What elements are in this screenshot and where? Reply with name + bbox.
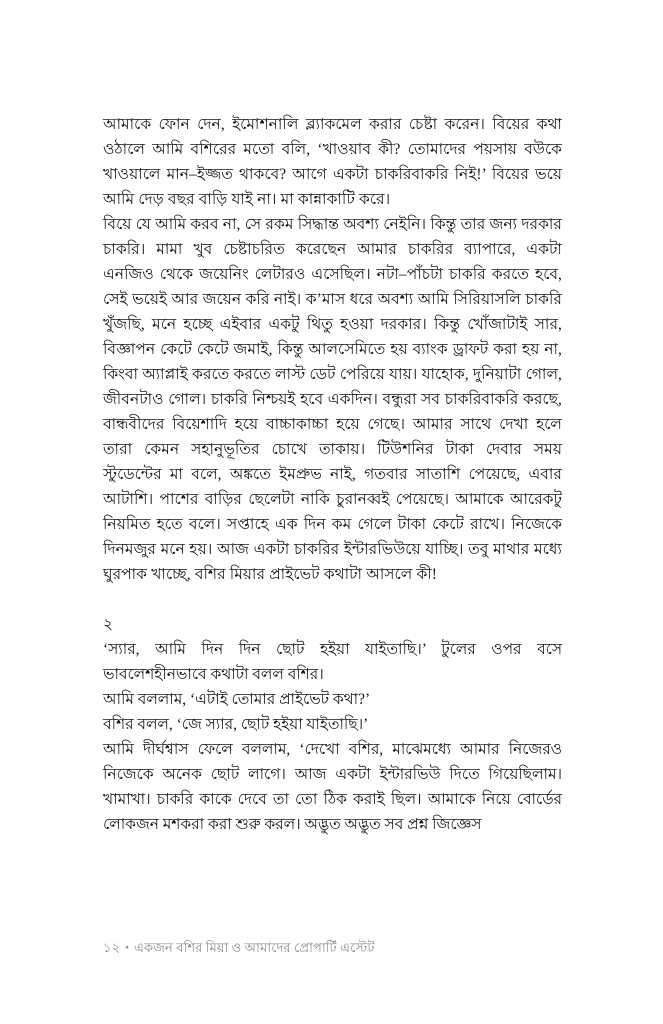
footer-page-number: ১২ [103, 940, 121, 955]
paragraph-2: বিয়ে যে আমি করব না, সে রকম সিদ্ধান্ত অবশ্য নেইনি। কিন্তু তার জন্য দরকার চাকরি। মামা খুব চেষ্টাচরিত করেছেন আমার চাকরির ব্যাপারে, একটা এনজিও থেকে জয়েনিং লেটারও এসেছিল। নটা–পাঁচটা চাকরি করতে হবে, সেই ভয়েই আর জয়েন করি নাই। ক’মাস ধরে অবশ্য আমি সিরিয়াসলি চাকরি খুঁজছি, মনে হচ্ছে এইবার একটু থিতু হওয়া দরকার। কিন্তু খোঁজাটাই সার, বিজ্ঞাপন কেটে কেটে জমাই, কিন্তু আলসেমিতে হয় ব্যাংক ড্রাফট করা হয় না, কিংবা অ্যাপ্লাই করতে করতে লাস্ট ডেট পেরিয়ে যায়। যাহোক, দুনিয়াটা গোল, জীবনটাও গোল। চাকরি নিশ্চয়ই হবে একদিন। বন্ধুরা সব চাকরিবাকরি করছে, বান্ধবীদের বিয়েশাদি হয়ে বাচ্চাকাচ্চা হয়ে গেছে। আমার সাথে দেখা হলে তারা কেমন সহানুভূতির চোখে তাকায়। টিউশনির টাকা দেবার সময় স্টুডেন্টের মা বলে, অঙ্কতে ইমপ্রুভ নাই, গতবার সাতাশি পেয়েছে, এবার আটাশি। পাশের বাড়ির ছেলেটা নাকি চুরানব্বই পেয়েছে। আমাকে আরেকটু নিয়মিত হতে বলে। সপ্তাহে এক দিন কম গেলে টাকা কেটে রাখে। নিজেকে দিনমজুর মনে হয়। আজ একটা চাকরির ইন্টারভিউয়ে যাচ্ছি। তবু মাথার মধ্যে ঘুরপাক খাচ্ছে, বশির মিয়ার প্রাইভেট কথাটা আসলে কী! [103, 216, 562, 583]
dialogue-line-2: আমি বললাম, ‘এটাই তোমার প্রাইভেট কথা?’ [103, 691, 371, 708]
section-spacer [103, 587, 562, 612]
dialogue-line-3: বশির বলল, ‘জে স্যার, ছোট হইয়া যাইতাছি।’ [103, 716, 369, 733]
page-text-block [103, 112, 562, 837]
footer-separator: • [125, 942, 129, 954]
dialogue-line-4: আমি দীর্ঘশ্বাস ফেলে বললাম, ‘দেখো বশির, মাঝেমধ্যে আমার নিজেরও নিজেকে অনেক ছোট লাগে। আজ একটা ইন্টারভিউ দিতে গিয়েছিলাম। খামাখা। চাকরি কাকে দেবে তা তো ঠিক করাই ছিল। আমাকে নিয়ে বোর্ডের লোকজন মশকরা করা শুরু করল। অদ্ভুত অদ্ভুত সব প্রশ্ন জিজ্ঞেস [103, 741, 562, 833]
dialogue-line-1: ‘স্যার, আমি দিন দিন ছোট হইয়া যাইতাছি।’ টুলের ওপর বসে ভাবলেশহীনভাবে কথাটা বলল বশির। [103, 641, 562, 683]
page-footer [103, 938, 562, 958]
section-number: ২ [103, 616, 114, 633]
footer-book-title: একজন বশির মিয়া ও আমাদের প্রোপার্টি এস্টেট [134, 940, 375, 955]
paragraph-1: আমাকে ফোন দেন, ইমোশনালি ব্ল্যাকমেল করার চেষ্টা করেন। বিয়ের কথা ওঠালে আমি বশিরের মতো বলি, ‘খাওয়াব কী? তোমাদের পয়সায় বউকে খাওয়ালে মান–ইজ্জত থাকবে? আগে একটা চাকরিবাকরি নিই!’ বিয়ের ভয়ে আমি দেড় বছর বাড়ি যাই না। মা কান্নাকাটি করে। [103, 116, 562, 208]
